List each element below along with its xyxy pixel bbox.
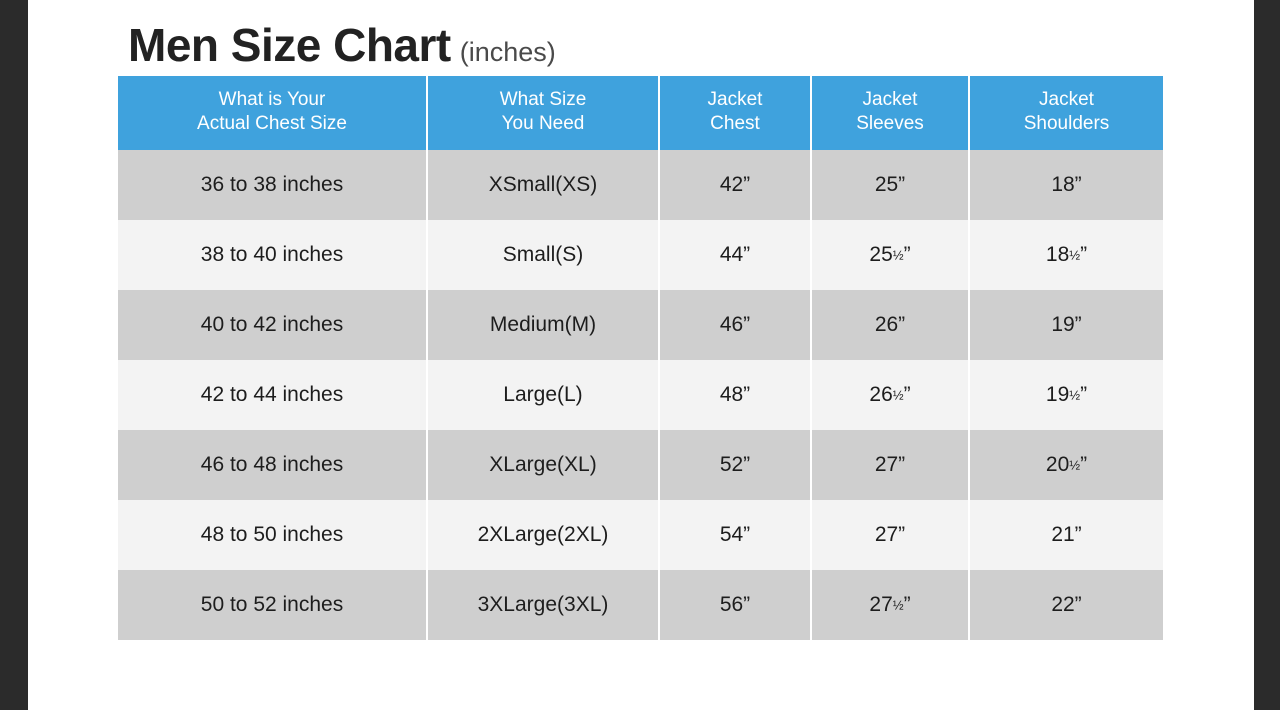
column-header-line-1: What Size: [499, 89, 587, 110]
cell-jacket-chest: 42”: [660, 150, 812, 220]
cell-chest-size: 36 to 38 inches: [118, 150, 428, 220]
column-header-line-1: Jacket: [862, 89, 918, 110]
column-header-line-2: Actual Chest Size: [197, 113, 347, 135]
table-row: [118, 290, 1163, 360]
column-header-jacket-shoulders: [970, 76, 1163, 150]
cell-jacket-sleeves: 27”: [812, 430, 970, 500]
cell-chest-size: 46 to 48 inches: [118, 430, 428, 500]
column-header-line-2: Chest: [710, 113, 760, 135]
cell-jacket-sleeves: 25”: [812, 150, 970, 220]
left-frame-bar: [0, 0, 28, 710]
cell-jacket-sleeves: 27”: [812, 500, 970, 570]
column-header-line-2: Sleeves: [856, 113, 924, 135]
cell-size-needed: Large(L): [428, 360, 660, 430]
cell-size-needed: Small(S): [428, 220, 660, 290]
cell-jacket-shoulders: 18”: [970, 150, 1163, 220]
column-header-size-needed: [428, 76, 660, 150]
cell-chest-size: 38 to 40 inches: [118, 220, 428, 290]
column-header-jacket-chest: [660, 76, 812, 150]
column-header-line-1: What is Your: [218, 89, 326, 110]
cell-jacket-shoulders: 18½”: [970, 220, 1163, 290]
cell-jacket-chest: 48”: [660, 360, 812, 430]
page-title-main: Men Size Chart: [128, 19, 451, 71]
cell-size-needed: XLarge(XL): [428, 430, 660, 500]
cell-size-needed: XSmall(XS): [428, 150, 660, 220]
cell-jacket-chest: 56”: [660, 570, 812, 640]
sheet-bottom-strip: [28, 690, 1254, 710]
cell-jacket-chest: 46”: [660, 290, 812, 360]
page-title-units: (inches): [459, 37, 556, 67]
cell-jacket-shoulders: 21”: [970, 500, 1163, 570]
cell-jacket-shoulders: 20½”: [970, 430, 1163, 500]
column-header-line-2: Shoulders: [1023, 113, 1110, 135]
cell-jacket-chest: 54”: [660, 500, 812, 570]
table-row: [118, 220, 1163, 290]
column-header-line-1: Jacket: [1039, 89, 1094, 110]
cell-jacket-sleeves: 25½”: [812, 220, 970, 290]
cell-chest-size: 50 to 52 inches: [118, 570, 428, 640]
column-header-jacket-sleeves: [812, 76, 970, 150]
table-row: [118, 360, 1163, 430]
cell-jacket-chest: 44”: [660, 220, 812, 290]
table-row: [118, 500, 1163, 570]
cell-chest-size: 48 to 50 inches: [118, 500, 428, 570]
column-header-line-2: You Need: [501, 113, 585, 135]
right-frame-bar: [1254, 0, 1280, 710]
cell-chest-size: 42 to 44 inches: [118, 360, 428, 430]
cell-jacket-chest: 52”: [660, 430, 812, 500]
table-row: [118, 150, 1163, 220]
chart-sheet: [28, 0, 1254, 690]
cell-jacket-sleeves: 26”: [812, 290, 970, 360]
cell-size-needed: 2XLarge(2XL): [428, 500, 660, 570]
cell-jacket-shoulders: 19”: [970, 290, 1163, 360]
column-header-line-1: Jacket: [707, 89, 763, 110]
page-title: [128, 18, 556, 72]
cell-jacket-shoulders: 22”: [970, 570, 1163, 640]
cell-size-needed: 3XLarge(3XL): [428, 570, 660, 640]
table-header-row: [118, 76, 1163, 150]
table-row: [118, 430, 1163, 500]
column-header-chest-size: [118, 76, 428, 150]
table-row: [118, 570, 1163, 640]
cell-jacket-sleeves: 26½”: [812, 360, 970, 430]
cell-chest-size: 40 to 42 inches: [118, 290, 428, 360]
size-chart-table: [118, 76, 1163, 640]
cell-size-needed: Medium(M): [428, 290, 660, 360]
cell-jacket-shoulders: 19½”: [970, 360, 1163, 430]
cell-jacket-sleeves: 27½”: [812, 570, 970, 640]
